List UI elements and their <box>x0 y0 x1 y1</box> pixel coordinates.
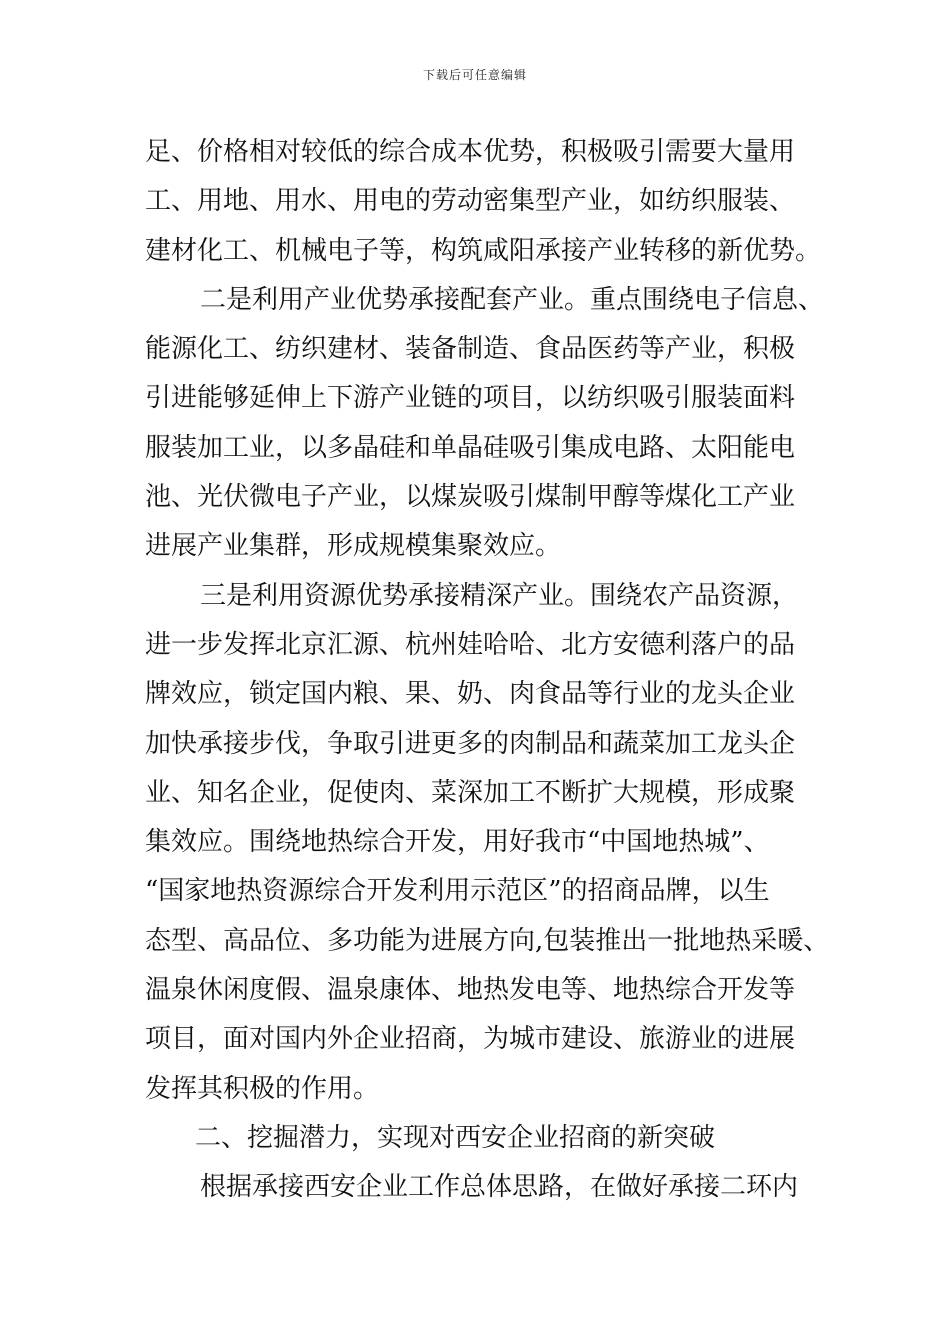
text-line: 建材化工、机械电子等，构筑咸阳承接产业转移的新优势。 <box>145 235 822 266</box>
text-line: 池、光伏微电子产业，以煤炭吸引煤制甲醇等煤化工产业 <box>145 482 796 513</box>
text-line: 服装加工业，以多晶硅和单晶硅吸引集成电路、太阳能电 <box>145 432 796 463</box>
text-line: 集效应。围绕地热综合开发，用好我市“中国地热城”、 <box>145 827 770 858</box>
text-line: 发挥其积极的作用。 <box>145 1073 380 1104</box>
text-line: 进一步发挥北京汇源、杭州娃哈哈、北方安德利落户的品 <box>145 629 796 660</box>
text-line: 引进能够延伸上下游产业链的项目，以纺织吸引服装面料 <box>145 383 796 414</box>
text-line: 态型、高品位、多功能为进展方向,包装推出一批地热采暖、 <box>145 925 830 956</box>
text-line: 工、用地、用水、用电的劳动密集型产业，如纺织服装、 <box>145 186 796 217</box>
text-line: “国家地热资源综合开发利用示范区”的招商品牌，以生 <box>145 876 770 907</box>
page-header: 下载后可任意编辑 <box>422 68 527 82</box>
paragraph-start-line: 二是利用产业优势承接配套产业。重点围绕电子信息、 <box>200 284 825 315</box>
document-body <box>145 128 835 1213</box>
text-line: 业、知名企业，促使肉、菜深加工不断扩大规模，形成聚 <box>145 777 796 808</box>
paragraph-start-line: 三是利用资源优势承接精深产业。围绕农产品资源， <box>200 580 799 611</box>
section-heading: 二、挖掘潜力，实现对西安企业招商的新突破 <box>195 1122 716 1153</box>
text-line: 进展产业集群，形成规模集聚效应。 <box>145 531 562 562</box>
paragraph-start-line: 根据承接西安企业工作总体思路，在做好承接二环内 <box>200 1172 799 1203</box>
text-line: 温泉休闲度假、温泉康体、地热发电等、地热综合开发等 <box>145 975 796 1006</box>
text-line: 能源化工、纺织建材、装备制造、食品医药等产业，积极 <box>145 334 796 365</box>
text-line: 项目，面对国内外企业招商，为城市建设、旅游业的进展 <box>145 1024 796 1055</box>
text-line: 足、价格相对较低的综合成本优势，积极吸引需要大量用 <box>145 137 796 167</box>
text-line: 牌效应，锁定国内粮、果、奶、肉食品等行业的龙头企业 <box>145 679 796 710</box>
text-line: 加快承接步伐，争取引进更多的肉制品和蔬菜加工龙头企 <box>145 728 796 759</box>
